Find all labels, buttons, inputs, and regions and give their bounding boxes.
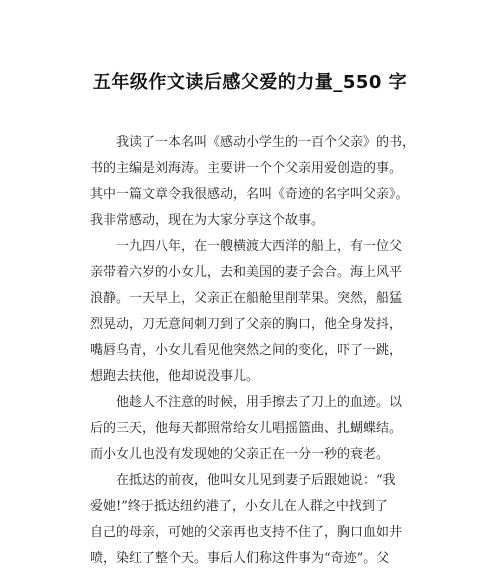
text-line: 在抵达的前夜，他叫女儿见到妻子后跟她说：“我 xyxy=(116,473,396,488)
text-line: 爱她!”终于抵达纽约港了，小女儿在人群之中找到了 xyxy=(90,499,388,514)
text-line: 他趁人不注意的时候，用手擦去了刀上的血迹。以 xyxy=(116,395,403,410)
text-line: 我非常感动，现在为大家分享这个故事。 xyxy=(90,213,325,228)
text-line: 嘴唇乌青，小女儿看见他突然之间的变化，吓了一跳， xyxy=(90,343,403,358)
paragraph-3 xyxy=(90,390,420,468)
text-line: 想跑去扶他，他却说没事儿。 xyxy=(90,369,260,384)
text-line: 烈晃动，刀无意间刺刀到了父亲的胸口，他全身发抖， xyxy=(90,317,403,332)
text-line: 后的三天，他每天都照常给女儿唱摇篮曲、扎蝴蝶结。 xyxy=(90,421,403,436)
text-line: 其中一篇文章令我很感动，名叫《奇迹的名字叫父亲》。 xyxy=(90,187,409,202)
text-line: 而小女儿也没有发现她的父亲正在一分一秒的衰老。 xyxy=(90,447,390,462)
document-title: 五年级作文读后感父爱的力量_550 字 xyxy=(92,72,408,93)
text-line: 亲带着六岁的小女儿，去和美国的妻子会合。海上风平 xyxy=(90,265,403,280)
text-line: 一九四八年，在一艘横渡大西洋的船上，有一位父 xyxy=(116,239,403,254)
text-line: 喷，染红了整个天。事后人们称这件事为“奇迹”。父 xyxy=(90,551,390,566)
text-line: 书的主编是刘海涛。主要讲一个个父亲用爱创造的事。 xyxy=(90,161,403,176)
paragraph-1 xyxy=(90,130,420,234)
document-body xyxy=(90,130,420,572)
paragraph-4 xyxy=(90,468,420,572)
paragraph-2 xyxy=(90,234,420,390)
text-line: 自己的母亲，可她的父亲再也支持不住了，胸口血如井 xyxy=(90,525,403,540)
text-line: 我读了一本名叫《感动小学生的一百个父亲》的书， xyxy=(116,135,416,150)
text-line: 浪静。一天早上，父亲正在船舱里削苹果。突然，船猛 xyxy=(90,291,403,306)
